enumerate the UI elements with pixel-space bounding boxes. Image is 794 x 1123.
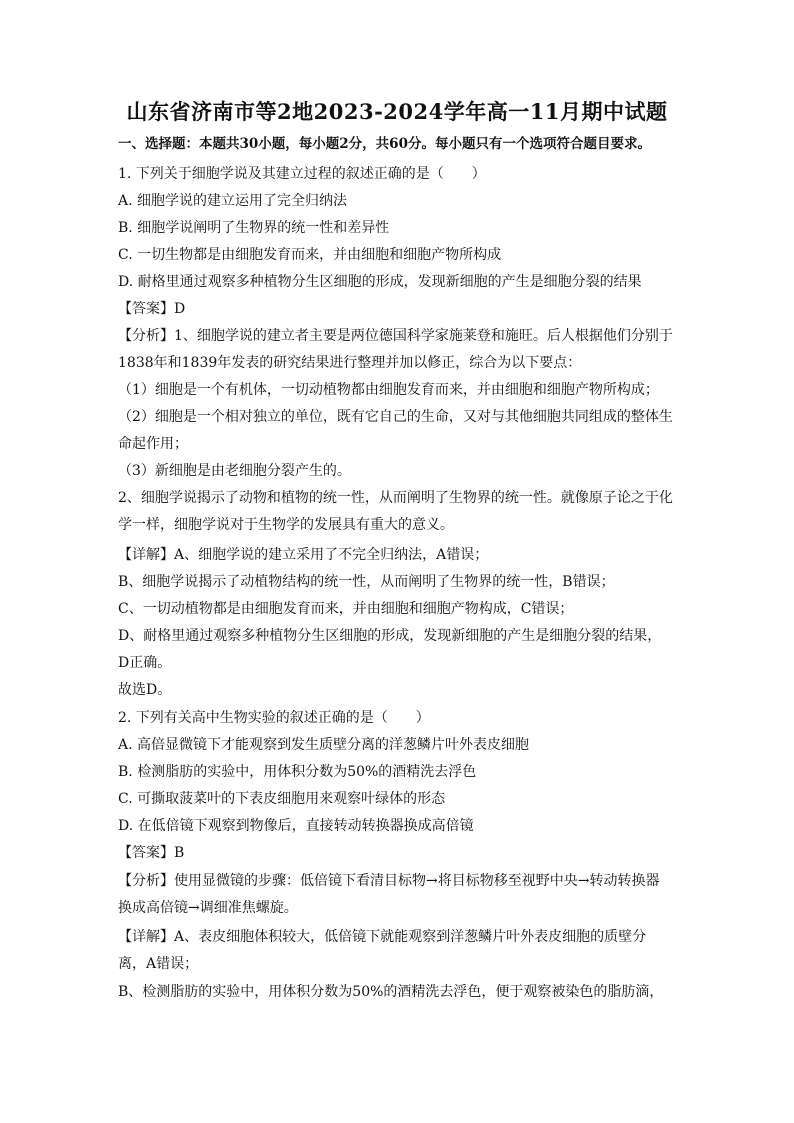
q2-analysis-line: 换成高倍镜→调细准焦螺旋。 [118,900,298,916]
q2-stem: 2. 下列有关高中生物实验的叙述正确的是（ ） [118,710,430,726]
q1-stem: 1. 下列关于细胞学说及其建立过程的叙述正确的是（ ） [118,166,486,182]
q1-option-c: C. 一切生物都是由细胞发育而来，并由细胞和细胞产物所构成 [118,247,502,263]
q2-option-d: D. 在低倍镜下观察到物像后，直接转动转换器换成高倍镜 [118,818,474,834]
q2-detail-line: 离，A错误； [118,956,199,972]
q2-option-c: C. 可撕取菠菜叶的下表皮细胞用来观察叶绿体的形态 [118,791,446,807]
q1-detail-line: C、一切动植物都是由细胞发育而来，并由细胞和细胞产物构成，C错误； [118,601,574,617]
q2-option-a: A. 高倍显微镜下才能观察到发生质壁分离的洋葱鳞片叶外表皮细胞 [118,737,530,753]
q1-analysis-line: （1）细胞是一个有机体，一切动植物都由细胞发育而来，并由细胞和细胞产物所构成； [118,382,659,398]
q1-detail-line: 【详解】A、细胞学说的建立采用了不完全归纳法，A错误； [118,547,489,563]
q1-detail-line: D、耐格里通过观察多种植物分生区细胞的形成，发现新细胞的产生是细胞分裂的结果， [118,628,662,644]
section-heading: 一、选择题：本题共30小题，每小题2分，共60分。每小题只有一个选项符合题目要求。 [118,136,651,152]
q1-analysis-line: 学一样，细胞学说对于生物学的发展具有重大的意义。 [118,517,454,533]
q1-option-d: D. 耐格里通过观察多种植物分生区细胞的形成，发现新细胞的产生是细胞分裂的结果 [118,274,642,290]
q1-conclusion: 故选D。 [118,682,172,698]
q1-answer: 【答案】D [118,301,186,317]
q1-analysis-line: （2）细胞是一个相对独立的单位，既有它自己的生命，又对与其他细胞共同组成的整体生 [118,409,673,425]
q1-analysis-line: （3）新细胞是由老细胞分裂产生的。 [118,463,351,479]
q1-detail-line: B、细胞学说揭示了动植物结构的统一性，从而阐明了生物界的统一性，B错误； [118,574,615,590]
q2-option-b: B. 检测脂肪的实验中，用体积分数为50%的酒精洗去浮色 [118,764,477,780]
q1-analysis-line: 【分析】1、细胞学说的建立者主要是两位德国科学家施莱登和施旺。后人根据他们分别于 [118,328,673,344]
q2-detail-line: B、检测脂肪的实验中，用体积分数为50%的酒精洗去浮色，便于观察被染色的脂肪滴， [118,984,664,1000]
q1-detail-line: D正确。 [118,655,172,671]
q1-option-a: A. 细胞学说的建立运用了完全归纳法 [118,193,348,209]
page-title: 山东省济南市等2地2023-2024学年高一11月期中试题 [126,99,668,124]
q1-option-b: B. 细胞学说阐明了生物界的统一性和差异性 [118,220,390,236]
q2-answer: 【答案】B [118,845,185,861]
q1-analysis-line: 命起作用； [118,436,188,452]
q1-analysis-line: 2、细胞学说揭示了动物和植物的统一性，从而阐明了生物界的统一性。就像原子论之于化 [118,490,673,506]
q2-detail-line: 【详解】A、表皮细胞体积较大，低倍镜下就能观察到洋葱鳞片叶外表皮细胞的质壁分 [118,929,647,945]
q2-analysis-line: 【分析】使用显微镜的步骤：低倍镜下看清目标物→将目标物移至视野中央→转动转换器 [118,873,660,889]
q1-analysis-line: 1838年和1839年发表的研究结果进行整理并加以修正，综合为以下要点： [118,355,582,371]
